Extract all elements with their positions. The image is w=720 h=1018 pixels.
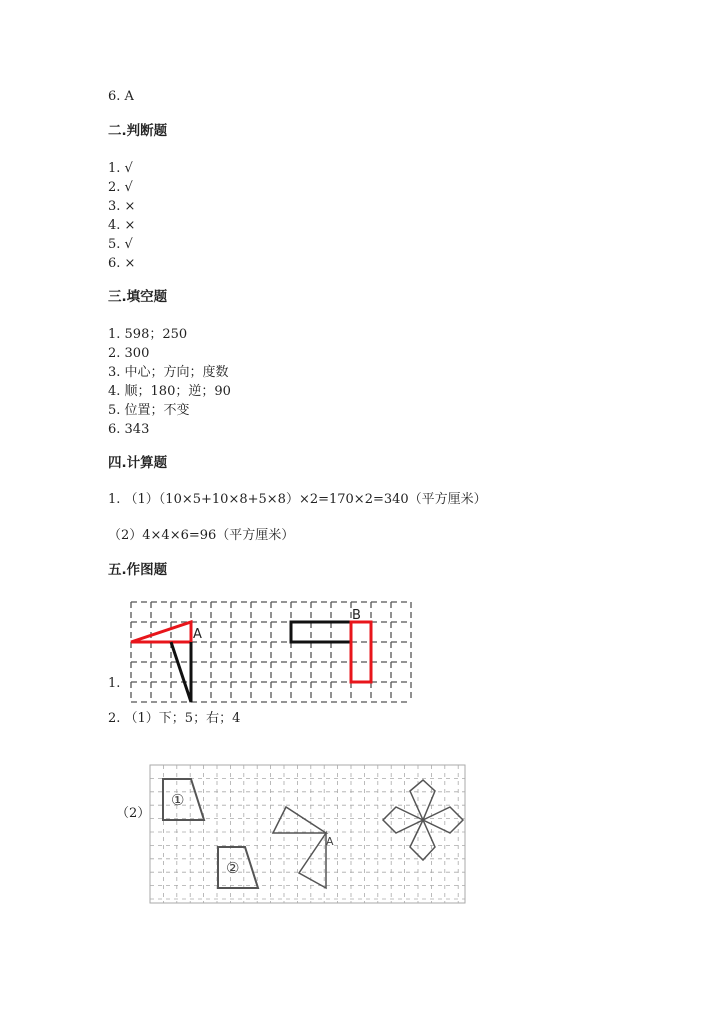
red-rectangle	[351, 622, 371, 682]
grid-2	[150, 765, 465, 903]
point-a2-label: A	[326, 835, 334, 848]
answer-6: 6. A	[108, 89, 134, 104]
fill-item: 6. 343	[108, 422, 150, 437]
q1-label: 1.	[108, 676, 121, 691]
judge-item: 6. ×	[108, 256, 136, 271]
black-triangle	[171, 642, 191, 702]
rotated-triangle-2	[299, 833, 326, 888]
black-rectangle	[291, 622, 351, 642]
section-4-title: 四.计算题	[108, 455, 168, 471]
red-triangle	[131, 622, 191, 642]
calc-item: 1. （1）（10×5+10×8+5×8）×2=170×2=340（平方厘米）	[108, 492, 487, 507]
judge-item: 3. ×	[108, 199, 136, 214]
calc-item: （2）4×4×6=96（平方厘米）	[108, 528, 295, 543]
section-2-title: 二.判断题	[108, 123, 168, 139]
point-a-label: A	[193, 627, 202, 642]
point-b-label: B	[352, 608, 361, 623]
grid-2-border	[150, 765, 465, 903]
section-3-title: 三.填空题	[108, 289, 168, 305]
q2-part1-answer: 2. （1）下；5；右；4	[108, 711, 241, 726]
fill-item: 3. 中心；方向；度数	[108, 365, 229, 380]
judge-item: 1. √	[108, 161, 133, 176]
q2-part2-label: （2）	[116, 806, 151, 821]
fill-item: 1. 598；250	[108, 327, 188, 342]
fill-item: 5. 位置；不变	[108, 403, 190, 418]
fill-item: 2. 300	[108, 346, 150, 361]
rotated-triangle-1	[273, 807, 326, 833]
shape-1-label: ①	[171, 791, 185, 809]
judge-item: 4. ×	[108, 218, 136, 233]
section-5-title: 五.作图题	[108, 562, 168, 578]
judge-item: 5. √	[108, 237, 133, 252]
fill-item: 4. 顺；180；逆；90	[108, 384, 231, 399]
shape-2-label: ②	[226, 859, 240, 877]
judge-item: 2. √	[108, 180, 133, 195]
